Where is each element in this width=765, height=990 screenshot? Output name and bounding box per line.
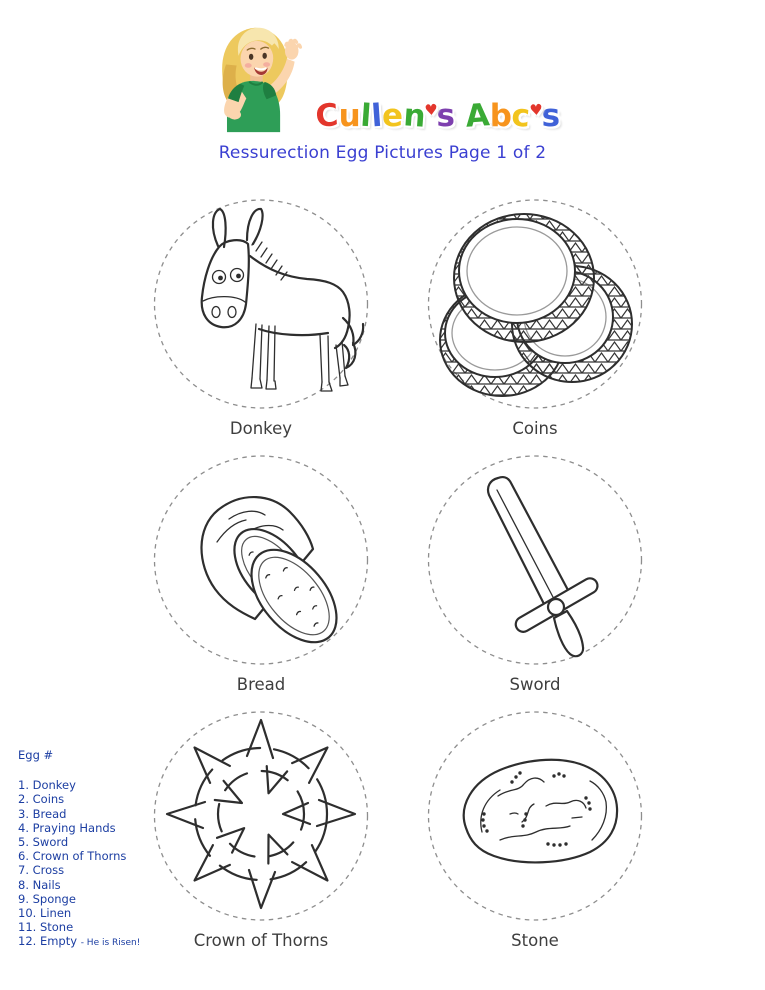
cut-circle — [155, 200, 368, 408]
list-item: 3. Bread — [18, 806, 67, 821]
egg-coins — [426, 198, 644, 438]
list-item: 11. Stone — [18, 920, 74, 935]
brand-letter: C — [314, 97, 339, 135]
egg-number-list — [18, 748, 158, 951]
egg-label: Bread — [236, 675, 286, 694]
egg-list-heading: Egg # — [18, 748, 54, 762]
egg-stone — [426, 710, 644, 950]
egg-label: Crown of Thorns — [193, 931, 329, 950]
egg-label: Donkey — [229, 419, 293, 438]
egg-label: Sword — [509, 675, 561, 694]
brand-letter: l — [359, 97, 372, 135]
brand-letter: u — [338, 98, 360, 134]
mascot-character-icon — [205, 22, 305, 136]
coin-front — [454, 214, 594, 342]
list-item: 8. Nails — [18, 877, 61, 892]
cut-circle — [155, 712, 368, 920]
list-item-label: 12. Empty — [18, 934, 78, 949]
egg-donkey — [152, 198, 370, 438]
list-item-empty — [18, 934, 158, 950]
brand-letter: s — [436, 98, 454, 134]
donkey-drawing — [152, 198, 370, 410]
stone-drawing — [426, 710, 644, 922]
list-item: 2. Coins — [18, 792, 65, 807]
egg-picture-grid — [152, 198, 644, 950]
coins-drawing — [426, 198, 644, 410]
list-item: 6. Crown of Thorns — [18, 849, 127, 864]
list-item: 4. Praying Hands — [18, 820, 116, 835]
page-title: Ressurection Egg Pictures Page 1 of 2 — [218, 143, 547, 163]
list-item: 5. Sword — [18, 835, 69, 850]
brand-wordmark — [314, 97, 560, 135]
he-is-risen-note: - He is Risen! — [80, 938, 141, 949]
egg-crown-of-thorns — [152, 710, 370, 950]
sword-drawing — [426, 454, 644, 666]
list-item: 7. Cross — [18, 863, 65, 878]
brand-letter: l — [370, 97, 383, 135]
brand-letter: e — [382, 98, 403, 134]
list-item: 9. Sponge — [18, 891, 76, 906]
brand-letter: b — [489, 98, 511, 134]
brand-letter: n — [401, 97, 426, 135]
egg-bread — [152, 454, 370, 694]
crown-of-thorns-drawing — [152, 710, 370, 922]
heart-icon: ♥ — [423, 100, 438, 120]
cut-circle — [429, 712, 642, 920]
brand-logo — [0, 22, 765, 136]
brand-letter: c — [510, 97, 531, 135]
brand-letter: A — [464, 97, 490, 135]
brand-letter: s — [541, 98, 560, 134]
heart-icon: ♥ — [528, 100, 543, 120]
list-item: 1. Donkey — [18, 778, 76, 793]
list-item: 10. Linen — [18, 906, 72, 921]
egg-sword — [426, 454, 644, 694]
egg-label: Stone — [511, 931, 559, 950]
egg-label: Coins — [512, 419, 558, 438]
bread-drawing — [152, 454, 370, 666]
